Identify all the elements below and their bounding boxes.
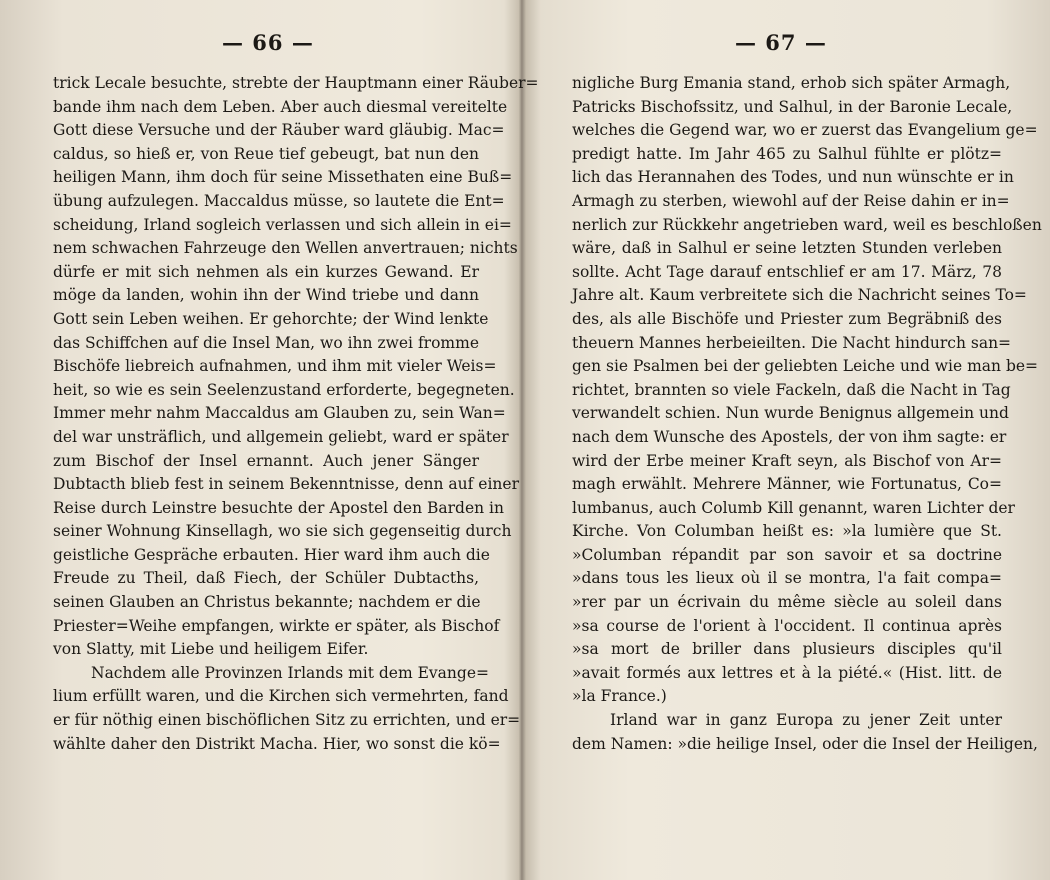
- text-line: geistliche Gespräche erbauten. Hier ward ihm auch die: [53, 545, 490, 564]
- text-line: scheidung, Irland sogleich verlassen und sich allein in ei=: [53, 215, 512, 234]
- text-line: zum Bischof der Insel ernannt. Auch jener Sänger: [53, 451, 479, 470]
- text-line: des, als alle Bischöfe und Priester zum Begräbniß des: [572, 309, 1002, 328]
- text-line: heiligen Mann, ihm doch für seine Missethaten eine Buß=: [53, 168, 513, 187]
- text-line: »Columban répandit par son savoir et sa doctrine: [572, 545, 1002, 564]
- text-line: Gott diese Versuche und der Räuber ward gläubig. Mac=: [53, 121, 505, 140]
- text-line: bande ihm nach dem Leben. Aber auch diesmal vereitelte: [53, 97, 508, 116]
- text-line: gen sie Psalmen bei der geliebten Leiche und wie man be=: [572, 357, 1039, 376]
- text-line: heit, so wie es sein Seelenzustand erforderte, begegneten.: [53, 380, 515, 399]
- text-line: »rer par un écrivain du même siècle au soleil dans: [572, 593, 1002, 612]
- paragraph-start-line: Irland war in ganz Europa zu jener Zeit unter: [610, 711, 1002, 730]
- text-line: möge da landen, wohin ihn der Wind triebe und dann: [53, 286, 479, 305]
- text-line: Freude zu Theil, daß Fiech, der Schüler Dubtacths,: [53, 569, 479, 588]
- text-line: von Slatty, mit Liebe und heiligem Eifer.: [53, 640, 369, 659]
- text-line: lich das Herannahen des Todes, und nun wünschte er in: [572, 168, 1014, 187]
- text-line: richtet, brannten so viele Fackeln, daß die Nacht in Tag: [572, 380, 1011, 399]
- text-line: lumbanus, auch Columb Kill genannt, waren Lichter der: [572, 498, 1015, 517]
- text-line: nach dem Wunsche des Apostels, der von ihm sagte: er: [572, 427, 1007, 446]
- text-line: seiner Wohnung Kinsellagh, wo sie sich gegenseitig durch: [53, 522, 512, 541]
- text-line: wird der Erbe meiner Kraft seyn, als Bischof von Ar=: [572, 451, 1002, 470]
- text-line: Priester=Weihe empfangen, wirkte er später, als Bischof: [53, 616, 500, 635]
- text-line: »sa mort de briller dans plusieurs disciples qu'il: [572, 640, 1002, 659]
- text-line: trick Lecale besuchte, strebte der Hauptmann einer Räuber=: [53, 74, 539, 92]
- page-number-67: — 67 —: [735, 30, 827, 55]
- text-line: übung aufzulegen. Maccaldus müsse, so lautete die Ent=: [53, 191, 505, 210]
- text-line: caldus, so hieß er, von Reue tief gebeugt, bat nun den: [53, 144, 479, 163]
- text-line: nerlich zur Rückkehr angetrieben ward, weil es beschloßen: [572, 215, 1042, 234]
- text-line: predigt hatte. Im Jahr 465 zu Salhul fühlte er plötz=: [572, 144, 1002, 163]
- text-line: dem Namen: »die heilige Insel, oder die Insel der Heiligen,: [572, 734, 1038, 753]
- text-line: »la France.): [572, 687, 667, 706]
- text-line: lium erfüllt waren, und die Kirchen sich vermehrten, fand: [53, 687, 509, 706]
- page-number-66: — 66 —: [222, 30, 314, 55]
- text-line: »avait formés aux lettres et à la piété.« (Hist. litt. de: [572, 663, 1002, 682]
- text-line: verwandelt schien. Nun wurde Benignus allgemein und: [572, 404, 1009, 423]
- right-page: [525, 0, 1050, 880]
- right-page-text: [572, 72, 1042, 756]
- text-line: welches die Gegend war, wo er zuerst das Evangelium ge=: [572, 121, 1038, 140]
- text-line: Armagh zu sterben, wiewohl auf der Reise dahin er in=: [572, 191, 1010, 210]
- text-line: Immer mehr nahm Maccaldus am Glauben zu, sein Wan=: [53, 404, 506, 423]
- text-line: seinen Glauben an Christus bekannte; nachdem er die: [53, 593, 481, 612]
- text-line: Gott sein Leben weihen. Er gehorchte; der Wind lenkte: [53, 309, 489, 328]
- text-line: sollte. Acht Tage darauf entschlief er am 17. März, 78: [572, 262, 1002, 281]
- text-line: »dans tous les lieux où il se montra, l'a fait compa=: [572, 569, 1002, 588]
- text-line: wäre, daß in Salhul er seine letzten Stunden verleben: [572, 239, 1002, 258]
- text-line: Bischöfe liebreich aufnahmen, und ihm mit vieler Weis=: [53, 357, 497, 376]
- text-line: Reise durch Leinstre besuchte der Apostel den Barden in: [53, 498, 504, 517]
- text-line: er für nöthig einen bischöflichen Sitz zu errichten, und er=: [53, 711, 521, 730]
- text-line: wählte daher den Distrikt Macha. Hier, wo sonst die kö=: [53, 734, 501, 753]
- text-line: dürfe er mit sich nehmen als ein kurzes Gewand. Er: [53, 262, 479, 281]
- text-line: »sa course de l'orient à l'occident. Il continua après: [572, 616, 1002, 635]
- text-line: das Schiffchen auf die Insel Man, wo ihn zwei fromme: [53, 333, 479, 352]
- text-line: theuern Mannes herbeieilten. Die Nacht hindurch san=: [572, 333, 1012, 352]
- left-page-text: [53, 72, 539, 756]
- text-line: Patricks Bischofssitz, und Salhul, in der Baronie Lecale,: [572, 97, 1013, 116]
- text-line: nigliche Burg Emania stand, erhob sich später Armagh,: [572, 74, 1011, 92]
- text-line: Kirche. Von Columban heißt es: »la lumière que St.: [572, 522, 1002, 541]
- text-line: nem schwachen Fahrzeuge den Wellen anvertrauen; nichts: [53, 239, 518, 258]
- text-line: del war unsträflich, und allgemein geliebt, ward er später: [53, 427, 509, 446]
- text-line: Dubtacth blieb fest in seinem Bekenntnisse, denn auf einer: [53, 475, 519, 494]
- paragraph-start-line: Nachdem alle Provinzen Irlands mit dem Evange=: [91, 663, 489, 682]
- text-line: magh erwählt. Mehrere Männer, wie Fortunatus, Co=: [572, 475, 1002, 494]
- text-line: Jahre alt. Kaum verbreitete sich die Nachricht seines To=: [572, 286, 1027, 305]
